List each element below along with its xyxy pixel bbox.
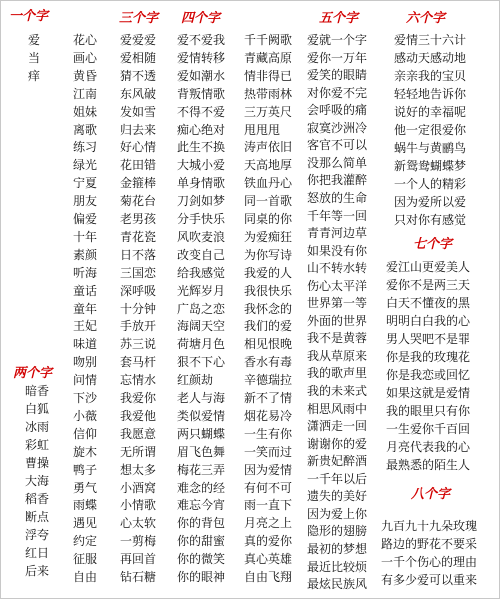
heading-four-char: 四个字 — [181, 11, 221, 26]
song-title: 难忘今宵 — [177, 498, 226, 513]
song-title: 彩虹 — [25, 438, 50, 452]
song-title: 爱 — [28, 33, 41, 47]
song-title: 香水有毒 — [244, 355, 293, 370]
song-title: 深呼吸 — [120, 283, 157, 298]
song-title: 真的爱你 — [244, 534, 293, 549]
song-title: 你是我恋或回忆 — [386, 368, 471, 382]
song-title: 新贵妃醉酒 — [307, 454, 368, 469]
song-title: 广岛之恋 — [177, 301, 226, 316]
song-title: 爱你不是两三天 — [386, 278, 471, 292]
song-title: 后来 — [25, 564, 50, 578]
song-title: 鸭子 — [73, 462, 98, 477]
song-title: 一笑而过 — [244, 444, 293, 459]
song-title: 一个人的精彩 — [394, 177, 467, 191]
song-title: 怒放的生命 — [307, 190, 368, 205]
song-title: 外面的世界 — [307, 313, 368, 328]
song-title: 金箍棒 — [120, 176, 157, 191]
song-title: 问情 — [73, 373, 98, 388]
song-title: 甩甩甩 — [244, 122, 281, 137]
song-title: 热带雨林 — [244, 86, 293, 101]
song-title: 海阔天空 — [177, 319, 226, 334]
song-title: 红颜劫 — [177, 373, 214, 388]
song-title: 自由飞翔 — [244, 570, 293, 584]
song-title: 爱情转移 — [177, 50, 226, 65]
song-title: 刀剑如梦 — [177, 194, 226, 209]
song-title: 钻石糖 — [120, 570, 157, 584]
heading-eight-char: 八个字 — [411, 487, 451, 502]
song-title: 自由 — [73, 570, 98, 584]
song-title: 爱爱爱 — [120, 33, 157, 47]
song-title: 男人哭吧不是罪 — [386, 332, 471, 346]
song-title: 痒 — [28, 69, 41, 83]
song-title: 我从草原来 — [307, 348, 368, 363]
song-title: 月亮之上 — [244, 516, 293, 531]
song-title: 冰雨 — [25, 420, 50, 434]
song-title: 小情歌 — [120, 498, 157, 513]
song-title: 东风破 — [120, 86, 157, 101]
song-title: 九百九十九朵玫瑰 — [381, 519, 478, 533]
song-title: 客官不可以 — [307, 138, 368, 153]
song-title: 此生不换 — [177, 140, 226, 155]
song-title: 青青河边草 — [307, 226, 368, 241]
song-title: 千千阙歌 — [244, 33, 293, 47]
song-title: 青花瓷 — [120, 229, 157, 244]
heading-six-char: 六个字 — [406, 11, 446, 26]
song-title: 老男孩 — [120, 212, 157, 226]
song-title: 痴心绝对 — [177, 122, 226, 137]
song-title: 爱如潮水 — [177, 68, 226, 83]
song-title: 我很快乐 — [244, 283, 293, 298]
song-title: 狠不下心 — [177, 355, 226, 370]
song-title: 两只蝴蝶 — [177, 426, 226, 441]
song-title: 素颜 — [73, 247, 98, 262]
song-title: 单身情歌 — [177, 176, 226, 191]
song-title: 世界第一等 — [307, 296, 368, 311]
song-title: 说好的幸福呢 — [394, 105, 467, 119]
song-title: 三万英尺 — [244, 104, 293, 119]
song-title: 心太软 — [120, 516, 157, 531]
song-title: 曹操 — [25, 456, 50, 470]
song-title: 旋木 — [73, 444, 98, 459]
heading-five-char: 五个字 — [319, 11, 359, 26]
song-title: 小薇 — [73, 408, 98, 423]
song-title: 我们的爱 — [244, 319, 293, 334]
song-title: 离歌 — [73, 122, 98, 137]
song-title: 一生有你 — [244, 426, 293, 441]
song-title: 画心 — [73, 50, 98, 65]
song-title: 遇见 — [73, 516, 98, 531]
song-title: 光辉岁月 — [177, 283, 226, 298]
song-title: 一千年以后 — [307, 471, 368, 486]
song-title: 朋友 — [73, 194, 98, 209]
song-title: 涛声依旧 — [244, 140, 293, 155]
song-title: 一剪梅 — [120, 534, 157, 549]
song-title: 雨蝶 — [73, 498, 98, 513]
song-title: 宁夏 — [73, 176, 98, 191]
song-title: 下沙 — [73, 391, 98, 405]
song-title: 爱情三十六计 — [394, 33, 467, 47]
song-title: 荷塘月色 — [177, 337, 226, 352]
song-title: 蜗牛与黄鹂鸟 — [394, 141, 467, 155]
song-title: 烟花易冷 — [244, 408, 293, 423]
song-title: 你的甜蜜 — [177, 534, 226, 549]
song-title: 青藏高原 — [244, 50, 293, 65]
song-title: 花心 — [73, 33, 98, 47]
song-title: 忘情水 — [120, 373, 157, 388]
song-title: 新鸳鸯蝴蝶梦 — [394, 159, 467, 173]
song-title: 背叛情歌 — [177, 86, 226, 101]
song-title: 勇气 — [73, 480, 98, 495]
song-title: 有何不可 — [244, 480, 293, 495]
song-title: 路边的野花不要采 — [381, 537, 478, 551]
song-title: 偏爱 — [73, 212, 98, 226]
song-title: 无所谓 — [120, 444, 157, 459]
heading-two-char: 两个字 — [13, 366, 53, 381]
song-title: 好心情 — [120, 140, 157, 155]
song-title: 同桌的你 — [244, 212, 293, 226]
song-title: 遗失的美好 — [307, 489, 368, 504]
song-title: 白天不懂夜的黑 — [386, 296, 471, 310]
song-title: 为爱痴狂 — [244, 229, 293, 244]
song-title: 爱就一个字 — [307, 33, 368, 47]
song-title: 浮夸 — [25, 528, 50, 542]
song-title: 改变自己 — [177, 247, 226, 262]
song-title: 感动天感动地 — [394, 51, 467, 65]
song-title: 红日 — [25, 546, 50, 560]
song-title: 大海 — [25, 474, 50, 488]
song-title: 只对你有感觉 — [394, 213, 467, 227]
song-title: 我的未来式 — [307, 384, 368, 398]
song-title: 套马杆 — [120, 355, 157, 370]
song-title: 小酒窝 — [120, 480, 157, 495]
song-title: 苏三说 — [120, 337, 157, 352]
song-title: 有多少爱可以重来 — [381, 573, 478, 587]
song-title: 十分钟 — [120, 301, 157, 316]
song-title: 因为爱所以爱 — [394, 195, 467, 209]
song-title: 你的眼神 — [177, 570, 226, 584]
song-title: 隐形的翅膀 — [307, 524, 368, 539]
song-title: 对你爱不完 — [307, 85, 368, 100]
song-title: 练习 — [73, 140, 98, 155]
song-title: 信仰 — [73, 426, 98, 441]
song-title: 新不了情 — [244, 391, 293, 405]
song-title: 亲亲我的宝贝 — [394, 69, 467, 83]
song-title: 想太多 — [120, 462, 157, 477]
song-title: 你的背包 — [177, 516, 226, 531]
song-title: 黄昏 — [73, 68, 98, 83]
song-title: 你的微笑 — [177, 552, 226, 567]
song-title: 味道 — [73, 337, 98, 352]
heading-three-char: 三个字 — [119, 11, 159, 26]
song-title: 最近比较烦 — [307, 559, 368, 574]
song-title: 我爱你 — [120, 391, 157, 405]
song-title: 轻轻地告诉你 — [394, 87, 467, 101]
song-title: 梅花三弄 — [177, 462, 226, 477]
song-title: 你把我灌醉 — [307, 173, 368, 188]
song-title: 分手快乐 — [177, 212, 226, 226]
song-title: 为你写诗 — [244, 247, 293, 262]
song-title: 爱不爱我 — [177, 33, 226, 47]
song-title: 吻别 — [73, 355, 98, 370]
song-title: 风吹麦浪 — [177, 229, 226, 244]
song-title: 江南 — [73, 86, 98, 101]
song-title: 最炫民族风 — [307, 577, 368, 592]
song-title: 铁血丹心 — [244, 176, 293, 191]
song-title: 他一定很爱你 — [394, 123, 467, 137]
song-title: 真心英雄 — [244, 552, 293, 567]
song-title: 潇洒走一回 — [307, 419, 368, 434]
song-title: 雨一直下 — [244, 498, 293, 513]
song-title: 因为爱情 — [244, 462, 293, 477]
song-title: 我爱他 — [120, 408, 157, 423]
song-title: 相思风雨中 — [307, 401, 368, 416]
song-title: 爱江山更爱美人 — [386, 260, 471, 274]
song-title: 发如雪 — [120, 104, 157, 119]
song-title: 我的歌声里 — [307, 366, 368, 381]
song-title: 稻香 — [25, 492, 50, 506]
song-title: 猜不透 — [120, 68, 157, 83]
song-title: 爱你一万年 — [307, 50, 368, 65]
song-title: 老人与海 — [177, 391, 226, 405]
song-title: 征服 — [73, 552, 98, 567]
song-title: 童年 — [73, 301, 98, 316]
song-title: 三国恋 — [120, 265, 157, 280]
song-title: 寂寞沙洲冷 — [307, 120, 368, 135]
song-title: 十年 — [73, 229, 98, 244]
song-title: 日不落 — [120, 247, 157, 262]
song-title: 类似爱情 — [177, 408, 226, 423]
song-title: 最初的梦想 — [307, 541, 368, 556]
song-title: 暗香 — [25, 384, 50, 398]
song-title: 伤心太平洋 — [307, 278, 368, 293]
heading-seven-char: 七个字 — [413, 237, 453, 252]
song-title: 难念的经 — [177, 480, 226, 495]
song-title: 听海 — [73, 265, 98, 280]
song-title: 我爱的人 — [244, 265, 293, 280]
song-title: 我愿意 — [120, 426, 157, 441]
song-title: 如果这就是爱情 — [386, 386, 471, 400]
song-title: 没那么简单 — [307, 155, 368, 170]
song-title: 会呼吸的痛 — [307, 103, 368, 118]
song-title: 童话 — [73, 283, 98, 298]
song-title: 王妃 — [73, 319, 98, 334]
song-title: 眉飞色舞 — [177, 444, 226, 459]
song-title: 因为爱上你 — [307, 506, 368, 521]
song-title: 再回首 — [120, 552, 157, 567]
song-title: 绿光 — [73, 158, 98, 173]
song-title: 谢谢你的爱 — [307, 436, 368, 451]
song-title: 我不是黄蓉 — [307, 331, 368, 346]
song-title: 情非得已 — [244, 68, 293, 83]
song-title: 一千个伤心的理由 — [381, 555, 478, 569]
heading-one-char: 一个字 — [9, 9, 49, 24]
song-title: 山不转水转 — [307, 261, 368, 276]
song-title: 辛德瑞拉 — [244, 373, 293, 388]
song-title: 我怀念的 — [244, 301, 293, 316]
song-title: 菊花台 — [120, 194, 157, 209]
song-title: 同一首歌 — [244, 194, 293, 209]
song-title: 我的眼里只有你 — [386, 404, 471, 418]
song-title: 约定 — [73, 534, 98, 549]
song-title: 月亮代表我的心 — [386, 440, 471, 454]
song-title: 最熟悉的陌生人 — [386, 458, 471, 472]
song-title: 天高地厚 — [244, 158, 293, 173]
song-title: 明明白白我的心 — [386, 314, 471, 328]
song-title: 姐妹 — [73, 104, 98, 119]
song-title: 不得不爱 — [177, 104, 226, 119]
song-title: 归去来 — [120, 122, 157, 137]
song-title: 你是我的玫瑰花 — [386, 350, 471, 364]
song-title: 断点 — [25, 510, 50, 524]
song-title: 大城小爱 — [177, 158, 226, 173]
song-title: 千年等一回 — [307, 208, 368, 223]
song-title: 相见恨晚 — [244, 337, 293, 352]
song-title: 手放开 — [120, 319, 157, 334]
song-title: 一生爱你千百回 — [386, 422, 471, 436]
song-title: 当 — [28, 51, 41, 65]
song-title: 白狐 — [25, 402, 50, 416]
song-title: 如果没有你 — [307, 243, 368, 258]
song-title: 给我感觉 — [177, 265, 226, 280]
song-title: 爱笑的眼睛 — [307, 68, 368, 83]
song-title: 花田错 — [120, 158, 157, 173]
song-title: 爱相随 — [120, 50, 157, 65]
